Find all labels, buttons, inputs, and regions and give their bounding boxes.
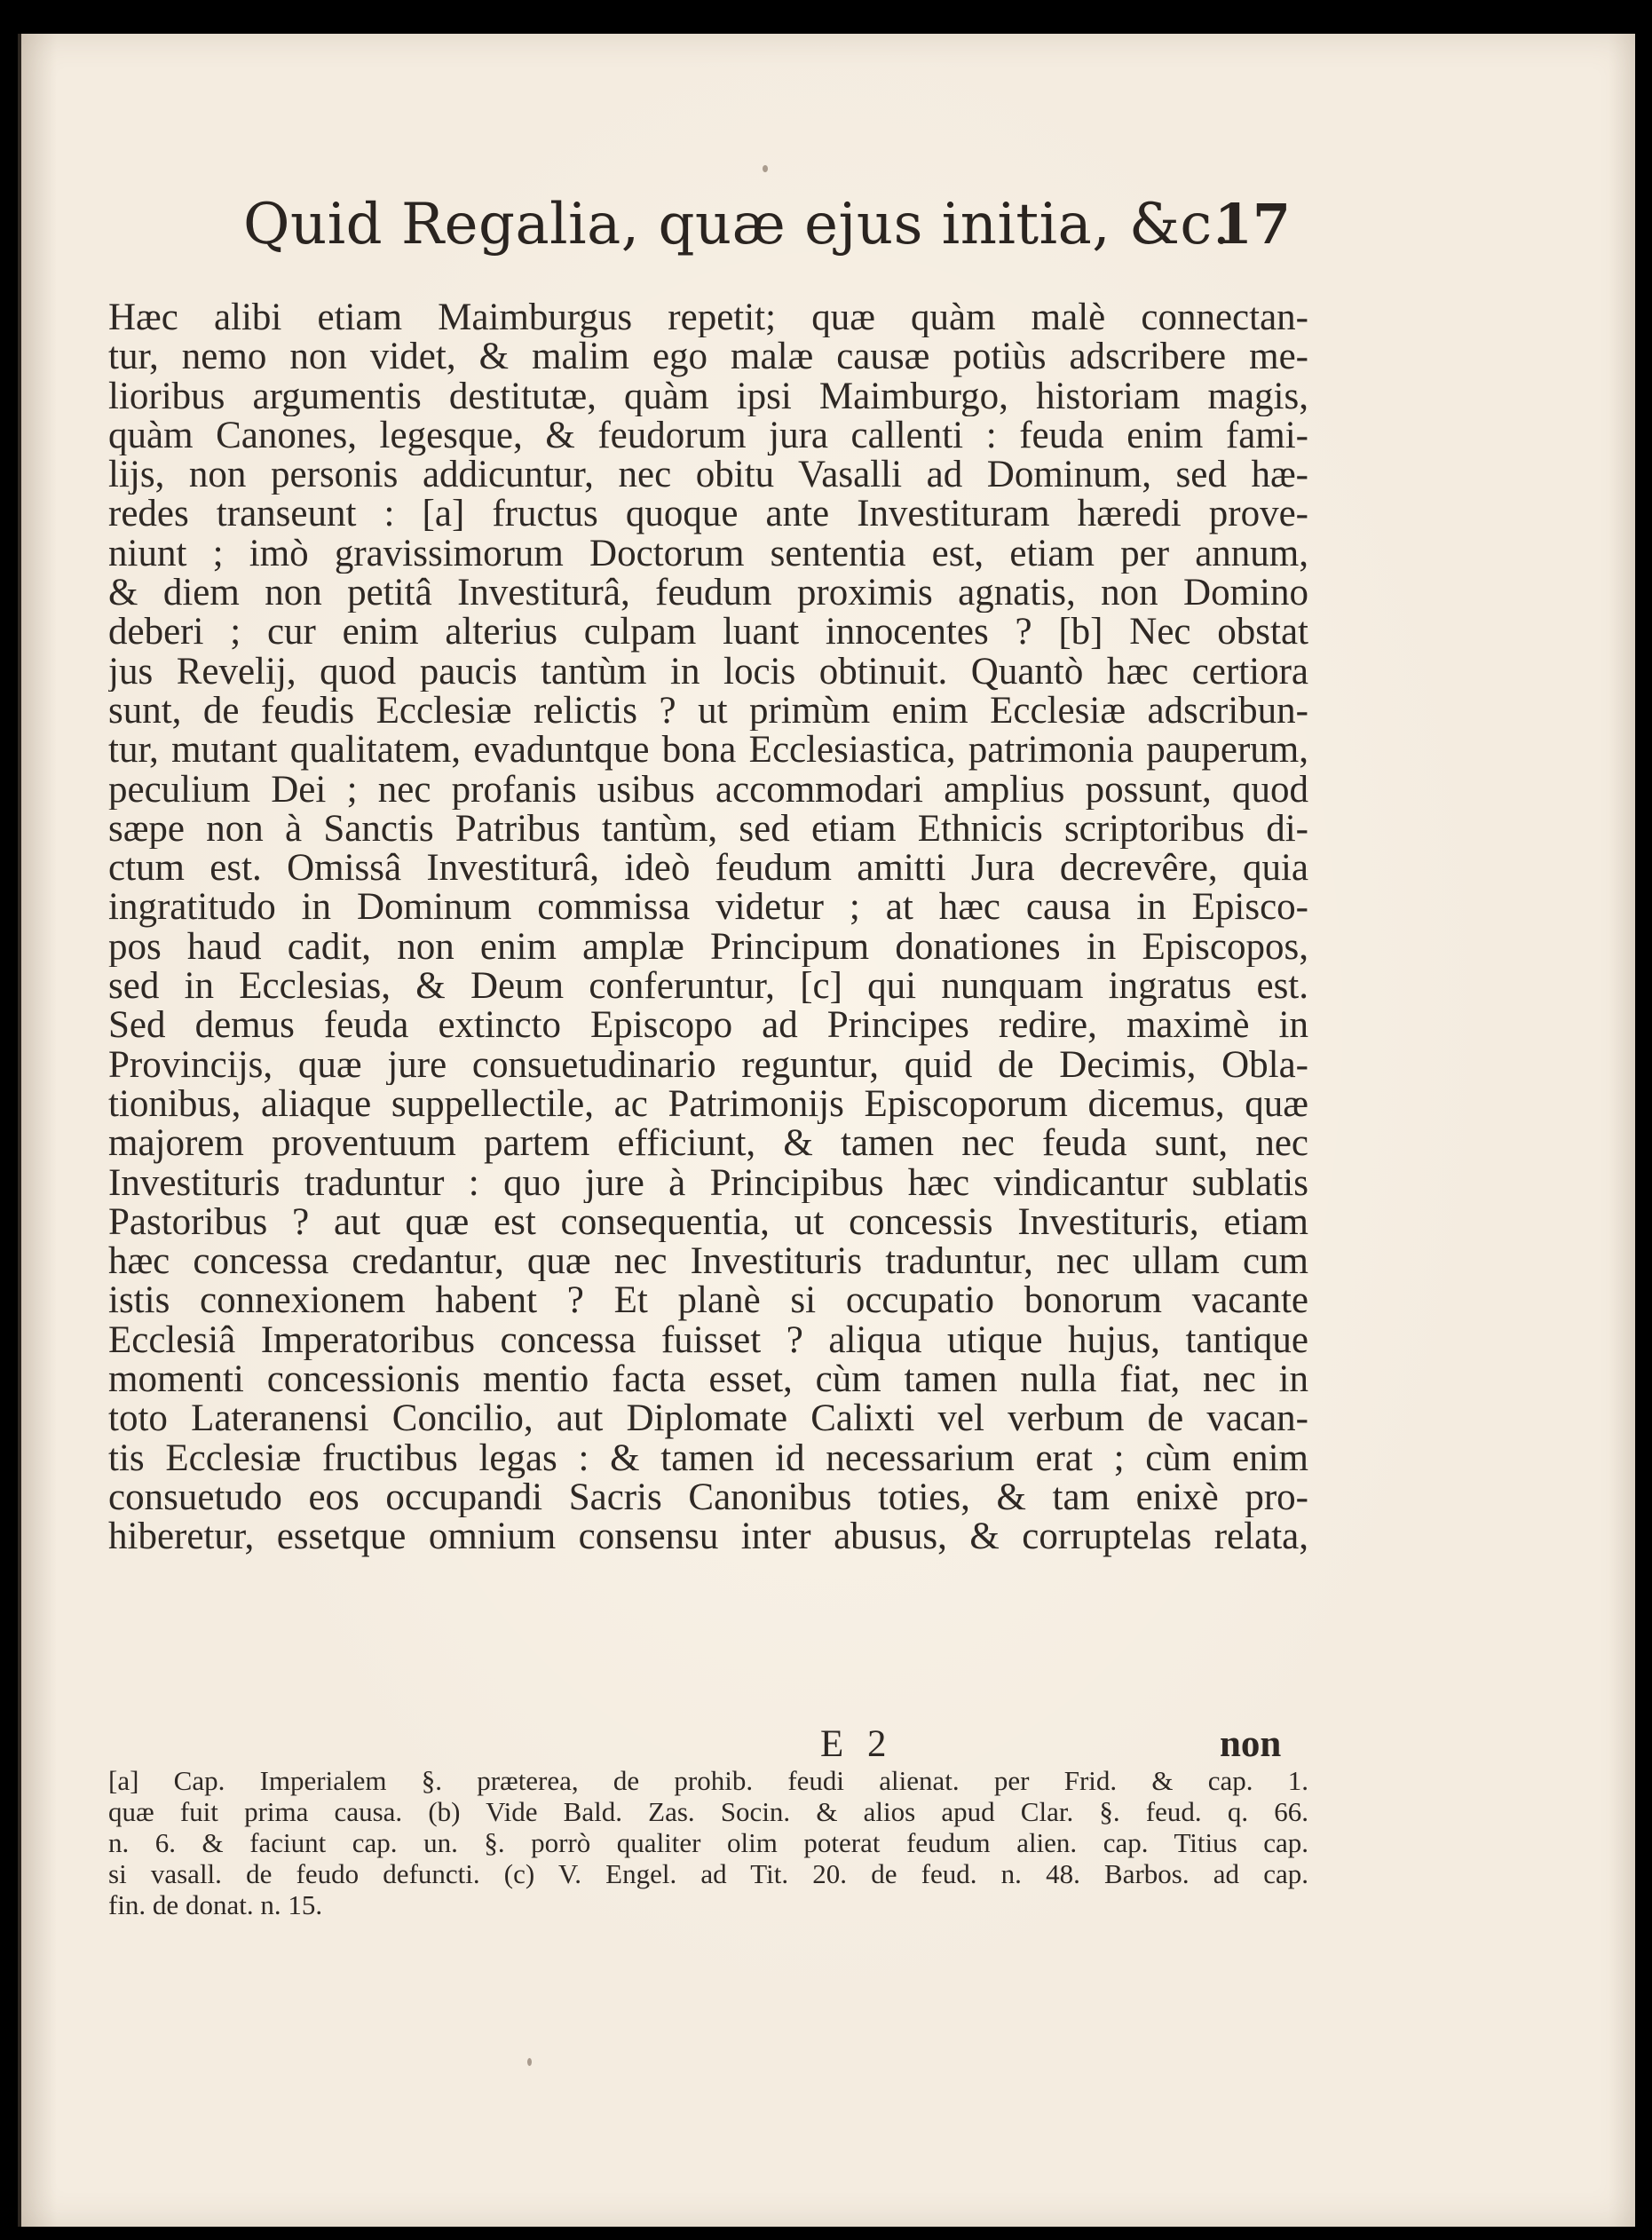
page-header (243, 192, 1291, 289)
text-line: deberi ; cur enim alterius culpam luant innocentes ? [b] Nec obstat (108, 613, 1308, 653)
catchword: non (1220, 1723, 1282, 1765)
text-line: Investituris traduntur : quo jure à Principibus hæc vindicantur sublatis (108, 1163, 1308, 1203)
text-line: quàm Canones, legesque, & feudorum jura callenti : feuda enim fami- (108, 416, 1308, 456)
text-line: peculium Dei ; nec profanis usibus accommodari amplius possunt, quod (108, 770, 1308, 810)
text-line: majorem proventuum partem efficiunt, & tamen nec feuda sunt, nec (108, 1124, 1308, 1164)
footnote-line: fin. de donat. n. 15. (108, 1889, 323, 1920)
text-line: istis connexionem habent ? Et planè si occupatio bonorum vacante (108, 1281, 1308, 1321)
text-line: Hæc alibi etiam Maimburgus repetit; quæ quàm malè connectan- (108, 298, 1308, 338)
text-line: sunt, de feudis Ecclesiæ relictis ? ut primùm enim Ecclesiæ adscribun- (108, 691, 1308, 732)
footnote-line: si vasall. de feudo defuncti. (c) V. Engel. ad Tit. 20. de feud. n. 48. Barbos. ad cap. (108, 1858, 1308, 1889)
ink-speck (527, 2058, 532, 2066)
footnote-line: quæ fuit prima causa. (b) Vide Bald. Zas. Socin. & alios apud Clar. §. feud. q. 66. (108, 1796, 1308, 1827)
text-line: tis Ecclesiæ fructibus legas : & tamen id necessarium erat ; cùm enim (108, 1438, 1308, 1478)
book-page (18, 34, 1635, 2227)
body-text (108, 298, 1308, 1557)
text-line: ctum est. Omissâ Investiturâ, ideò feudum amitti Jura decrevêre, quia (108, 849, 1308, 889)
footnotes (108, 1765, 1308, 1920)
text-line: Provincijs, quæ jure consuetudinario reguntur, quid de Decimis, Obla- (108, 1045, 1308, 1085)
text-line: pos haud cadit, non enim amplæ Principum donationes in Episcopos, (108, 927, 1308, 968)
footnote-line: [a] Cap. Imperialem §. præterea, de prohib. feudi alienat. per Frid. & cap. 1. (108, 1765, 1308, 1796)
text-line: hiberetur, essetque omnium consensu inter abusus, & corruptelas relata, (108, 1517, 1308, 1557)
text-line: toto Lateranensi Concilio, aut Diplomate Calixti vel verbum de vacan- (108, 1399, 1308, 1439)
text-line: lioribus argumentis destitutæ, quàm ipsi Maimburgo, historiam magis, (108, 376, 1308, 416)
text-line: sæpe non à Sanctis Patribus tantùm, sed etiam Ethnicis scriptoribus di- (108, 809, 1308, 850)
text-line: tionibus, aliaque suppellectile, ac Patrimonijs Episcoporum dicemus, quæ (108, 1084, 1308, 1125)
text-line: tur, nemo non videt, & malim ego malæ causæ potiùs adscribere me- (108, 337, 1308, 377)
text-line: momenti concessionis mentio facta esset, cùm tamen nulla fiat, nec in (108, 1360, 1308, 1400)
text-line: & diem non petitâ Investiturâ, feudum proximis agnatis, non Domino (108, 574, 1308, 613)
text-line: lijs, non personis addicuntur, nec obitu Vasalli ad Dominum, sed hæ- (108, 455, 1308, 495)
page-number: 17 (1213, 192, 1291, 257)
signature-mark: E 2 (820, 1723, 894, 1765)
text-line: hæc concessa credantur, quæ nec Investituris traduntur, nec ullam cum (108, 1242, 1308, 1282)
text-line: Sed demus feuda extincto Episcopo ad Principes redire, maximè in (108, 1006, 1308, 1046)
text-line: ingratitudo in Dominum commissa videtur ; at hæc causa in Episco- (108, 888, 1308, 928)
text-line: consuetudo eos occupandi Sacris Canonibus toties, & tam enixè pro- (108, 1477, 1308, 1518)
text-line: redes transeunt : [a] fructus quoque ante Investituram hæredi prove- (108, 495, 1308, 534)
text-line: Pastoribus ? aut quæ est consequentia, ut concessis Investituris, etiam (108, 1202, 1308, 1243)
text-line: tur, mutant qualitatem, evaduntque bona Ecclesiastica, patrimonia pauperum, (108, 731, 1308, 771)
text-line: sed in Ecclesias, & Deum conferuntur, [c] qui nunquam ingratus est. (108, 967, 1308, 1007)
text-line: niunt ; imò gravissimorum Doctorum sententia est, etiam per annum, (108, 534, 1308, 574)
ink-speck (763, 165, 768, 172)
running-title: Quid Regalia, quæ ejus initia, &c. (243, 192, 1231, 257)
text-line: jus Revelij, quod paucis tantùm in locis obtinuit. Quantò hæc certiora (108, 652, 1308, 692)
footnote-line: n. 6. & faciunt cap. un. §. porrò qualiter olim poterat feudum alien. cap. Titius cap. (108, 1827, 1308, 1858)
text-line: Ecclesiâ Imperatoribus concessa fuisset ? aliqua utique hujus, tantique (108, 1320, 1308, 1361)
